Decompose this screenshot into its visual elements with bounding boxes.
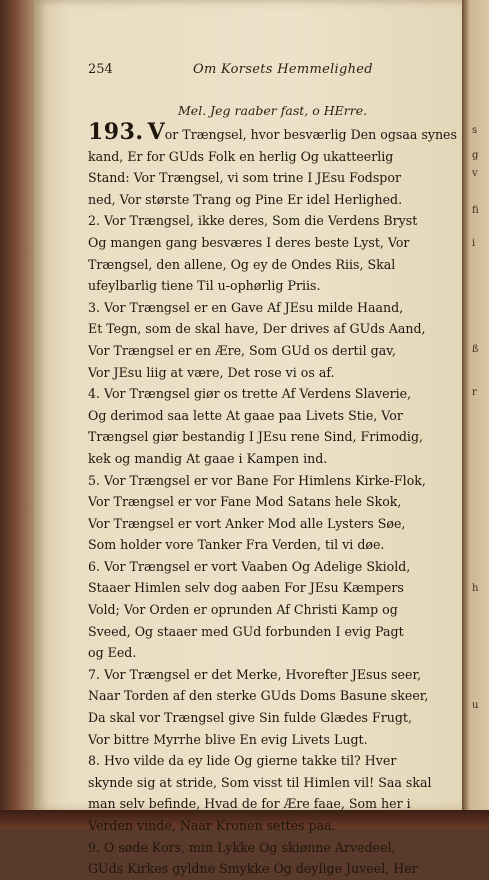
text-line: 8. Hvo vilde da ey lide Og gierne takke til? Hver [88, 753, 397, 769]
text-line: kand, Er for GUds Folk en herlig Og ukatteerlig [88, 148, 394, 164]
text-line: Og mangen gang besværes I deres beste Lyst, Vor [88, 234, 410, 250]
hymn-text [88, 119, 457, 880]
running-title: Om Korsets Hemmelighed [193, 62, 373, 77]
text-line: kek og mandig At gaae i Kampen ind. [88, 450, 328, 466]
text-line: 7. Vor Trængsel er det Merke, Hvorefter JEsus seer, [88, 666, 422, 682]
text-line: Vor bittre Myrrhe blive En evig Livets Lugt. [88, 731, 368, 747]
hymn-first-line [88, 119, 457, 146]
text-line: Sveed, Og staaer med GUd forbunden I evig Pagt [88, 623, 404, 639]
margin-fragment: v [472, 168, 478, 179]
text-line: ufeylbarlig tiene Til u-ophørlig Priis. [88, 278, 321, 294]
text-line: Verden vinde, Naar Kronen settes paa. [88, 818, 336, 833]
margin-fragment: i [472, 238, 476, 249]
text-line: Trængsel, den allene, Og ey de Ondes Riis, Skal [88, 256, 396, 272]
text-line: Vor Trængsel er en Ære, Som GUd os dertil gav, [88, 342, 396, 358]
melody-line: Mel. Jeg raaber fast, o HErre. [178, 103, 368, 118]
text-line: 6. Vor Trængsel er vort Vaaben Og Adelige Skiold, [88, 558, 411, 574]
text-line: or Trængsel, hvor besværlig Den ogsaa synes [164, 127, 457, 142]
margin-fragment: fi [472, 205, 479, 216]
text-line: Vor JEsu liig at være, Det rose vi os af. [88, 364, 335, 380]
text-line: 3. Vor Trængsel er en Gave Af JEsu milde Haand, [88, 299, 404, 315]
margin-fragment: ß [472, 344, 479, 355]
text-line: Et Tegn, som de skal have, Der drives af GUds Aand, [88, 321, 426, 337]
text-line: skynde sig at stride, Som visst til Himlen vil! Saa skal [88, 774, 432, 790]
text-line: ned, Vor største Trang og Pine Er idel Herlighed. [88, 191, 403, 207]
margin-fragment: u [472, 700, 479, 711]
margin-fragment: r [472, 387, 477, 398]
text-line: GUds Kirkes gyldne Smykke Og deylige Juveel, Her [88, 861, 418, 877]
text-line: Vor Trængsel er vor Fane Mod Satans hele Skok, [88, 494, 402, 510]
margin-fragment: h [472, 583, 479, 594]
text-line: Som holder vore Tanker Fra Verden, til vi døe. [88, 537, 385, 553]
book-spine-edge [0, 0, 38, 828]
text-line: 5. Vor Trængsel er vor Bane For Himlens Kirke-Flok, [88, 472, 426, 488]
page-number: 254 [88, 62, 113, 77]
text-line: Trængsel giør bestandig I JEsu rene Sind, Frimodig, [88, 429, 424, 445]
text-line: man selv befinde, Hvad de for Ære faae, Som her i [88, 796, 411, 812]
text-line: Naar Torden af den sterke GUds Doms Basune skeer, [88, 688, 429, 704]
text-line: Og derimod saa lette At gaae paa Livets Stie, Vor [88, 407, 403, 423]
next-page-edge [462, 0, 489, 828]
text-line: Staaer Himlen selv dog aaben For JEsu Kæmpers [88, 580, 404, 596]
text-line: og Eed. [88, 645, 137, 661]
drop-initial: V [147, 119, 165, 145]
margin-fragment: g [472, 150, 479, 161]
margin-fragment: s [472, 125, 478, 136]
text-line: Vold; Vor Orden er oprunden Af Christi Kamp og [88, 602, 398, 618]
text-line: 2. Vor Trængsel, ikke deres, Som die Verdens Bryst [88, 213, 418, 229]
text-line: Stand: Vor Trængsel, vi som trine I JEsu Fodspor [88, 170, 401, 186]
text-line: Vor Trængsel er vort Anker Mod alle Lysters Søe, [88, 515, 406, 531]
text-line: Da skal vor Trængsel give Sin fulde Glædes Frugt, [88, 710, 412, 726]
text-line: 9. O søde Kors, min Lykke Og skiønne Arvedeel, [88, 839, 396, 855]
page-header [88, 62, 448, 80]
hymn-number: 193. [88, 119, 144, 145]
text-line: 4. Vor Trængsel giør os trette Af Verdens Slaverie, [88, 386, 412, 402]
